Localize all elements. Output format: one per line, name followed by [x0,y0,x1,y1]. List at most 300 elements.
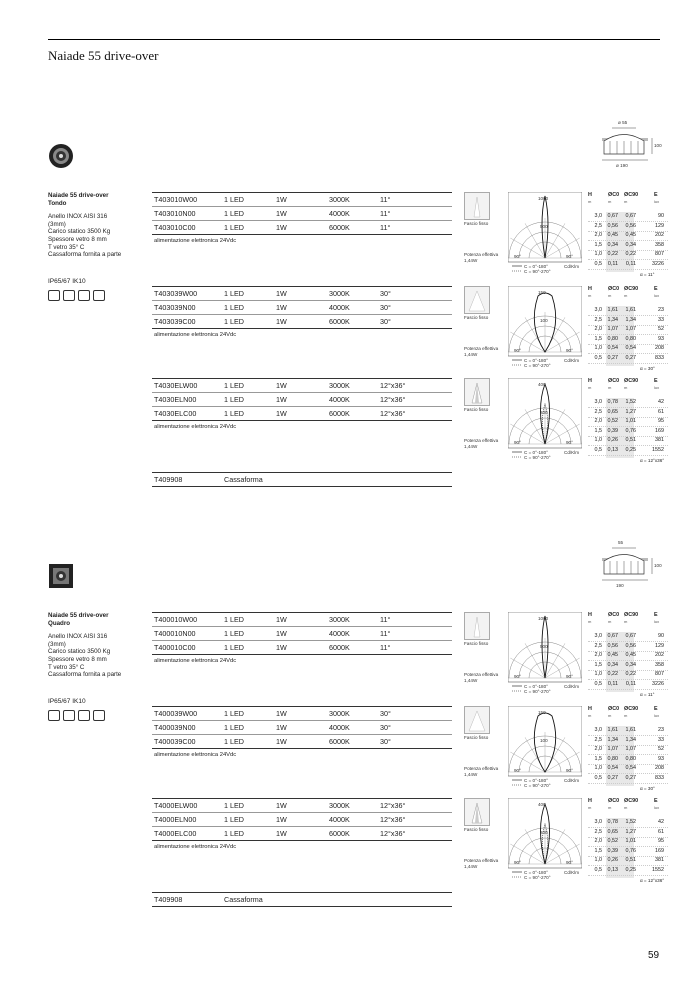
legend-c0: C = 0°-180° [524,870,548,875]
column-unit: lux [654,713,660,718]
table-cell: 1 LED [224,737,244,746]
table-row [152,315,452,329]
table-cell: 1 LED [224,409,244,418]
power-value: 1,44W [464,258,478,263]
table-cell: 1 LED [224,829,244,838]
value-cell: 0,34 [607,661,618,668]
value-cell: 1,5 [594,661,602,668]
power-label: Potenza effettiva [464,438,499,443]
value-cell: 202 [655,652,664,659]
column-unit: m [608,619,612,624]
legend-c90: C = 90°-270° [524,363,551,368]
table-cell: 1W [276,829,287,838]
spec-line: Cassaforma fornita a parte [48,251,122,259]
value-cell: 0,22 [625,251,636,258]
column-unit: lux [654,385,660,390]
scale-label-inner: 100 [540,318,548,323]
table-cell: 30° [380,303,391,312]
value-cell: 3,0 [594,213,602,219]
legend-c90: C = 90°-270° [524,689,551,694]
dimension-drawing [596,540,666,592]
illuminance-row [588,446,668,456]
legend-c0: C = 0°-180° [524,778,548,783]
value-cell: 0,5 [594,261,602,267]
value-cell: 0,78 [607,399,618,405]
beam-label: Fascio fisso [464,221,489,226]
article-code: T409908 [154,475,183,484]
value-cell: 358 [655,661,664,668]
column-unit: m [608,385,612,390]
column-header: H [588,612,592,618]
table-cell: 1 LED [224,303,244,312]
illuminance-row [588,306,668,316]
table-cell: 30° [380,737,391,746]
table-cell: 12°x36° [380,395,406,404]
scale-label-inner: 200 [540,830,548,835]
legend-c90: C = 90°-270° [524,783,551,788]
value-cell: 2,0 [594,418,602,425]
table-cell: 1 LED [224,615,244,624]
table-cell: 1W [276,223,287,232]
value-cell: 52 [658,746,664,753]
illuminance-row [588,726,668,736]
illuminance-row [588,408,668,418]
table-cell: 12°x36° [380,829,406,838]
article-code: T403010C00 [154,223,196,232]
table-cell: 1W [276,195,287,204]
value-cell: 0,80 [625,755,636,762]
value-cell: 0,67 [625,213,636,219]
value-cell: 1,27 [625,828,636,835]
value-cell: 0,51 [625,857,636,864]
article-code: T400010C00 [154,643,196,652]
beam-label: Fascio fisso [464,641,489,646]
value-cell: 1,27 [625,408,636,415]
angle-90-right: 90° [566,254,573,259]
photometric-data [464,798,674,883]
value-cell: 1,0 [594,671,602,678]
value-cell: 833 [655,355,664,361]
illuminance-row [588,764,668,774]
table-cell: 1W [276,643,287,652]
illuminance-row [588,231,668,241]
value-cell: 0,54 [625,345,636,352]
scale-label-outer: 400 [538,382,546,387]
column-unit: m [624,199,628,204]
value-cell: 1,5 [594,755,602,762]
column-unit: lux [654,199,660,204]
scale-label-inner: 100 [540,738,548,743]
value-cell: 1,61 [607,307,618,313]
article-table [152,192,452,247]
column-header: ØC0 [608,612,620,618]
table-cell: 3000K [329,709,350,718]
class-iii-icon [48,710,60,721]
table-cell: 4000K [329,303,350,312]
table-cell: 1 LED [224,209,244,218]
value-cell: 2,0 [594,326,602,333]
illuminance-row [588,398,668,408]
value-cell: 208 [655,765,664,772]
article-code: T403010W00 [154,195,198,204]
beam-angle-note: α = 11° [640,692,655,697]
column-header: ØC90 [624,378,639,384]
value-cell: 0,45 [607,652,618,659]
table-cell: 6000K [329,737,350,746]
article-code: T4000ELW00 [154,801,198,810]
column-header: ØC0 [608,192,620,198]
value-cell: 42 [658,819,664,825]
power-supply-note: alimentazione elettronica 24Vdc [154,238,237,244]
beam-angle-note: α = 12°x36° [640,878,665,883]
column-header: H [588,192,592,198]
value-cell: 1,01 [625,418,636,425]
illuminance-row [588,212,668,222]
table-cell: 11° [380,195,391,204]
value-cell: 1,61 [625,307,636,313]
power-label: Potenza effettiva [464,858,499,863]
scale-label-outer: 400 [538,802,546,807]
value-cell: 1,34 [607,736,618,743]
unit-cdklm: Cd/Klm [564,870,580,875]
illuminance-row [588,260,668,270]
value-cell: 2,5 [594,828,602,835]
value-cell: 1,61 [625,727,636,733]
value-cell: 1,0 [594,345,602,352]
scale-label-inner: 500 [540,644,548,649]
table-cell: 3000K [329,801,350,810]
dimension-drawing [596,120,666,172]
table-cell: 1 LED [224,643,244,652]
table-cell: 1 LED [224,709,244,718]
value-cell: 1552 [652,867,664,873]
value-cell: 0,22 [625,671,636,678]
column-header: ØC0 [608,706,620,712]
beam-angle-note: α = 12°x36° [640,458,665,463]
value-cell: 2,0 [594,652,602,659]
spec-line: T vetro 35° C [48,243,85,251]
table-row [152,378,452,393]
table-row [152,301,452,315]
article-code: T409908 [154,895,183,904]
spec-line: Anello INOX AISI 316 [48,213,108,221]
table-row [152,813,452,827]
power-value: 1,44W [464,864,478,869]
product-name: Naiade 55 drive-over [48,192,109,199]
table-cell: 3000K [329,289,350,298]
value-cell: 381 [655,857,664,864]
angle-90-right: 90° [566,674,573,679]
scale-label-outer: 1000 [538,616,549,621]
value-cell: 0,76 [625,427,636,434]
illuminance-row [588,856,668,866]
value-cell: 0,27 [607,775,618,781]
column-header: H [588,798,592,804]
value-cell: 0,51 [625,437,636,444]
value-cell: 1552 [652,447,664,453]
column-unit: m [588,199,592,204]
illuminance-row [588,354,668,364]
column-header: H [588,706,592,712]
table-row [152,627,452,641]
table-cell: 12°x36° [380,409,406,418]
power-label: Potenza effettiva [464,766,499,771]
table-cell: 1 LED [224,395,244,404]
beam-label: Fascio fisso [464,735,489,740]
car-icon [93,290,105,301]
illuminance-row [588,680,668,690]
table-cell: 1 LED [224,801,244,810]
value-cell: 23 [658,307,664,313]
illuminance-row [588,736,668,746]
beam-icon [464,286,490,314]
polar-diagram [508,706,582,788]
angle-90-left: 90° [514,348,521,353]
unit-cdklm: Cd/Klm [564,778,580,783]
illuminance-row [588,222,668,232]
value-cell: 0,13 [607,447,618,453]
table-cell: 12°x36° [380,815,406,824]
beam-icon [464,612,490,640]
value-cell: 833 [655,775,664,781]
angle-90-right: 90° [566,768,573,773]
dim-diameter-top: 55 [618,540,624,545]
polar-diagram [508,612,582,694]
accessory-table [152,892,452,907]
value-cell: 0,54 [625,765,636,772]
table-cell: 30° [380,709,391,718]
beam-angle-note: α = 11° [640,272,655,277]
value-cell: 807 [655,251,664,258]
table-row [152,735,452,749]
photometric-data [464,706,674,791]
value-cell: 0,78 [607,819,618,825]
value-cell: 1,0 [594,857,602,864]
value-cell: 0,5 [594,681,602,687]
product-variant: Tondo [48,199,67,207]
column-unit: m [624,805,628,810]
f-mark-icon [63,710,75,721]
column-unit: m [588,713,592,718]
f-mark-icon [63,290,75,301]
power-value: 1,44W [464,444,478,449]
column-unit: m [608,713,612,718]
value-cell: 2,0 [594,232,602,239]
value-cell: 93 [658,755,664,762]
value-cell: 129 [655,642,664,649]
value-cell: 33 [658,736,664,743]
illuminance-row [588,866,668,876]
value-cell: 95 [658,838,664,845]
product-description [48,612,148,679]
table-cell: 1W [276,615,287,624]
value-cell: 0,27 [607,355,618,361]
value-cell: 2,5 [594,316,602,323]
polar-diagram [508,378,582,460]
table-cell: 3000K [329,381,350,390]
table-cell: 4000K [329,723,350,732]
value-cell: 52 [658,326,664,333]
accessory-name: Cassaforma [224,895,263,904]
article-code: T400039C00 [154,737,196,746]
value-cell: 33 [658,316,664,323]
value-cell: 0,54 [607,765,618,772]
value-cell: 0,11 [607,681,618,687]
value-cell: 0,52 [607,838,618,845]
table-cell: 30° [380,723,391,732]
photometric-data [464,378,674,463]
table-row [152,641,452,655]
value-cell: 0,25 [625,447,636,453]
column-header: E [654,798,658,804]
value-cell: 1,0 [594,765,602,772]
table-row [152,706,452,721]
value-cell: 3,0 [594,307,602,313]
column-unit: lux [654,619,660,624]
table-row [152,892,452,907]
table-cell: 1 LED [224,195,244,204]
column-unit: m [588,619,592,624]
column-unit: m [624,385,628,390]
column-header: E [654,192,658,198]
column-header: ØC90 [624,286,639,292]
accessory-table [152,472,452,487]
value-cell: 0,27 [625,355,636,361]
value-cell: 61 [658,828,664,835]
column-header: E [654,706,658,712]
column-header: ØC90 [624,612,639,618]
value-cell: 0,34 [607,241,618,248]
value-cell: 0,5 [594,447,602,453]
table-row [152,192,452,207]
value-cell: 1,07 [607,326,618,333]
legend-c0: C = 0°-180° [524,358,548,363]
value-cell: 1,0 [594,251,602,258]
illuminance-row [588,335,668,345]
column-header: ØC0 [608,798,620,804]
spec-line: (3mm) [48,640,66,648]
value-cell: 42 [658,399,664,405]
table-cell: 11° [380,615,391,624]
column-header: ØC0 [608,378,620,384]
product-description [48,192,148,259]
table-cell: 1 LED [224,317,244,326]
spec-line: Carico statico 3500 Kg [48,228,111,236]
value-cell: 95 [658,418,664,425]
value-cell: 1,34 [607,316,618,323]
ip-rating: IP65/67 IK10 [48,278,86,285]
illuminance-row [588,436,668,446]
table-cell: 11° [380,223,391,232]
value-cell: 1,07 [625,746,636,753]
illuminance-row [588,651,668,661]
illuminance-row [588,755,668,765]
angle-90-left: 90° [514,674,521,679]
polar-diagram [508,798,582,880]
top-rule [48,39,660,40]
round-fixture-image [48,143,74,169]
table-row [152,798,452,813]
value-cell: 0,67 [607,213,618,219]
certification-icons [48,290,105,301]
value-cell: 0,67 [607,633,618,639]
illuminance-row [588,632,668,642]
beam-angle-note: α = 30° [640,786,655,791]
table-cell: 6000K [329,409,350,418]
table-row [152,827,452,841]
illuminance-row [588,250,668,260]
table-cell: 1W [276,801,287,810]
square-fixture-image [48,563,74,589]
value-cell: 0,5 [594,775,602,781]
unit-cdklm: Cd/Klm [564,684,580,689]
illuminance-row [588,325,668,335]
value-cell: 0,39 [607,847,618,854]
legend-c90: C = 90°-270° [524,875,551,880]
value-cell: 0,54 [607,345,618,352]
illuminance-row [588,774,668,784]
article-code: T4030ELC00 [154,409,197,418]
table-row [152,472,452,487]
table-cell: 6000K [329,643,350,652]
value-cell: 23 [658,727,664,733]
table-cell: 1 LED [224,289,244,298]
photometric-data [464,612,674,697]
table-row [152,721,452,735]
value-cell: 90 [658,213,664,219]
angle-90-left: 90° [514,768,521,773]
illuminance-row [588,818,668,828]
illuminance-row [588,828,668,838]
value-cell: 1,07 [625,326,636,333]
table-cell: 11° [380,209,391,218]
table-cell: 11° [380,643,391,652]
unit-cdklm: Cd/Klm [564,264,580,269]
table-cell: 4000K [329,629,350,638]
spec-line: (3mm) [48,220,66,228]
table-cell: 1W [276,381,287,390]
article-code: T400039W00 [154,709,198,718]
power-supply-note: alimentazione elettronica 24Vdc [154,844,237,850]
legend-c0: C = 0°-180° [524,684,548,689]
value-cell: 1,5 [594,335,602,342]
value-cell: 0,22 [607,671,618,678]
value-cell: 1,52 [625,399,636,405]
table-cell: 1W [276,815,287,824]
article-code: T4000ELC00 [154,829,197,838]
legend-c90: C = 90°-270° [524,269,551,274]
power-label: Potenza effettiva [464,346,499,351]
value-cell: 1,07 [607,746,618,753]
value-cell: 0,56 [625,642,636,649]
article-table [152,612,452,667]
beam-angle-note: α = 30° [640,366,655,371]
value-cell: 0,45 [607,232,618,239]
value-cell: 0,80 [625,335,636,342]
column-header: H [588,378,592,384]
drive-over-icon [78,710,90,721]
article-code: T403039W00 [154,289,198,298]
illuminance-row [588,241,668,251]
value-cell: 0,22 [607,251,618,258]
illuminance-row [588,642,668,652]
table-cell: 4000K [329,209,350,218]
value-cell: 0,52 [607,418,618,425]
spec-line: Carico statico 3500 Kg [48,648,111,656]
table-row [152,407,452,421]
table-cell: 1W [276,317,287,326]
value-cell: 1,5 [594,241,602,248]
